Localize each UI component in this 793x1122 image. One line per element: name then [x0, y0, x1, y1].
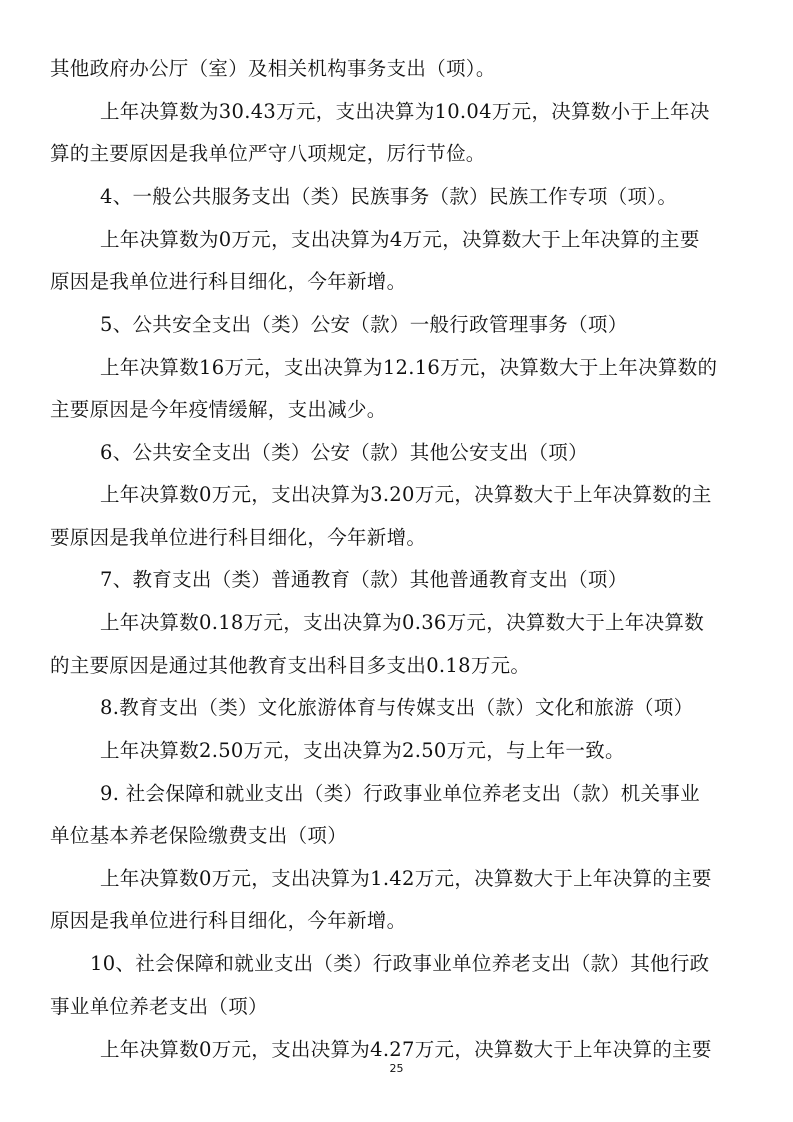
- text-line: 上年决算数2.50万元，支出决算为2.50万元，与上年一致。: [100, 739, 625, 762]
- text-line: 其他政府办公厅（室）及相关机构事务支出（项）。: [50, 57, 496, 80]
- text-line: 主要原因是今年疫情缓解，支出减少。: [50, 398, 387, 421]
- text-line: 上年决算数为30.43万元，支出决算为10.04万元，决算数小于上年决: [100, 100, 710, 123]
- page-number: 25: [389, 1062, 404, 1075]
- text-line: 原因是我单位进行科目细化，今年新增。: [50, 270, 407, 293]
- text-line: 的主要原因是通过其他教育支出科目多支出0.18万元。: [50, 654, 531, 677]
- text-line: 单位基本养老保险缴费支出（项）: [50, 824, 348, 847]
- text-line: 上年决算数16万元，支出决算为12.16万元，决算数大于上年决算数的: [100, 356, 718, 379]
- section-heading: 4、一般公共服务支出（类）民族事务（款）民族工作专项（项）。: [100, 185, 678, 208]
- section-heading: 7、教育支出（类）普通教育（款）其他普通教育支出（项）: [100, 568, 628, 591]
- text-line: 上年决算数0万元，支出决算为3.20万元，决算数大于上年决算数的主: [100, 483, 712, 506]
- section-heading: 6、公共安全支出（类）公安（款）其他公安支出（项）: [100, 441, 588, 464]
- text-line: 上年决算数0.18万元，支出决算为0.36万元，决算数大于上年决算数: [100, 611, 705, 634]
- text-line: 要原因是我单位进行科目细化，今年新增。: [50, 526, 427, 549]
- text-line: 上年决算数0万元，支出决算为4.27万元，决算数大于上年决算的主要: [100, 1038, 712, 1061]
- text-line: 上年决算数0万元，支出决算为1.42万元，决算数大于上年决算的主要: [100, 867, 712, 890]
- text-line: 上年决算数为0万元，支出决算为4万元，决算数大于上年决算的主要: [100, 228, 700, 251]
- section-heading: 8.教育支出（类）文化旅游体育与传媒支出（款）文化和旅游（项）: [100, 696, 694, 719]
- section-heading: 5、公共安全支出（类）公安（款）一般行政管理事务（项）: [100, 313, 628, 336]
- section-heading: 10、社会保障和就业支出（类）行政事业单位养老支出（款）其他行政: [90, 952, 710, 975]
- section-heading: 9. 社会保障和就业支出（类）行政事业单位养老支出（款）机关事业: [100, 782, 700, 805]
- text-line: 事业单位养老支出（项）: [50, 995, 268, 1018]
- text-line: 算的主要原因是我单位严守八项规定，厉行节俭。: [50, 142, 486, 165]
- text-line: 原因是我单位进行科目细化，今年新增。: [50, 909, 407, 932]
